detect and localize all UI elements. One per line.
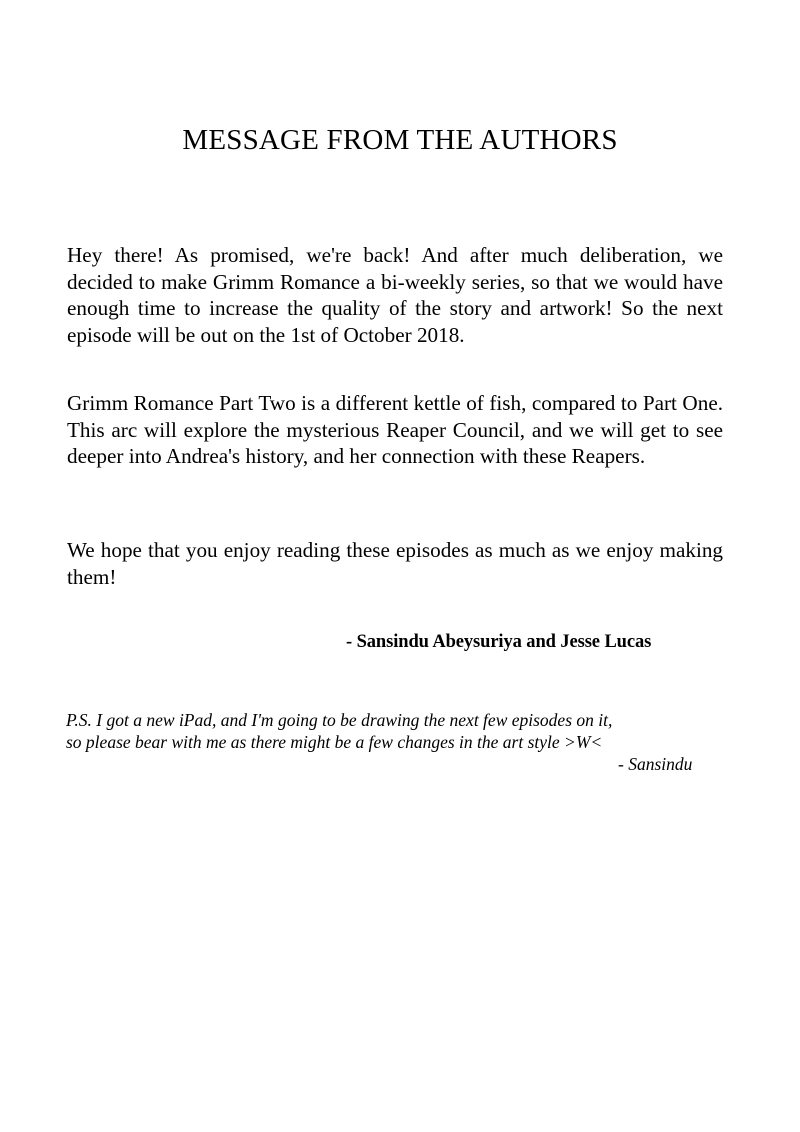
postscript-line-2: so please bear with me as there might be a few changes in the art style >W< xyxy=(66,732,603,752)
paragraph-announcement: Hey there! As promised, we're back! And after much deliberation, we decided to make Grimm Romance a bi-weekly series, so that we would have enough time to increase the quality of the story and artwork! So the next episode will be out on the 1st of October 2018. xyxy=(67,243,724,347)
paragraph-closing: We hope that you enjoy reading these episodes as much as we enjoy making them! xyxy=(67,538,724,589)
paragraph-part-two: Grimm Romance Part Two is a different kettle of fish, compared to Part One. This arc will explore the mysterious Reaper Council, and we will get to see deeper into Andrea's history, and her connection with these Reapers. xyxy=(67,391,724,468)
postscript-line-1: P.S. I got a new iPad, and I'm going to be drawing the next few episodes on it, xyxy=(66,710,613,730)
postscript xyxy=(66,709,736,753)
page-title: MESSAGE FROM THE AUTHORS xyxy=(182,124,618,156)
authors-signature: - Sansindu Abeysuriya and Jesse Lucas xyxy=(346,632,652,652)
postscript-signature: - Sansindu xyxy=(618,754,693,774)
